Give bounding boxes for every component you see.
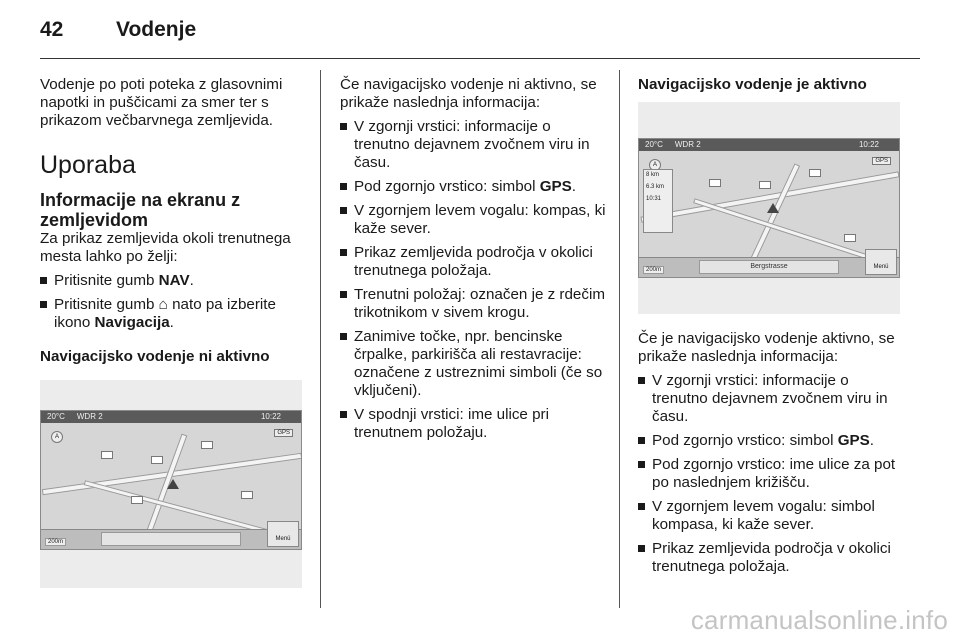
bottom-bar [639,257,899,277]
menu-button[interactable]: Menü [267,521,299,547]
column-left [40,76,306,366]
header-divider [40,58,920,59]
street-name [101,532,241,546]
menu-button[interactable]: Menü [865,249,897,275]
section-heading: Uporaba [40,151,136,179]
page-header [40,18,920,58]
poi-icon [151,456,163,464]
column-right [638,76,904,94]
home-icon: ⌂ [158,296,168,313]
bottom-bar [41,529,301,549]
map-display [638,138,900,278]
watermark: carmanualsonline.info [690,605,948,635]
intro-paragraph: Če navigacijsko vodenje ni aktivno, se prikaže naslednja informacija: [340,76,597,111]
list-item: V zgornjem levem vogalu: simbol kompasa, ki kaže sever. [638,498,904,534]
list-item: Pod zgornjo vrstico: simbol GPS. [638,432,904,450]
subsection-heading: Informacije na ekranu z zemljevidom [40,190,241,230]
list-item: Zanimive točke, npr. bencinske črpalke, parkirišča ali restavracije: označene z ustreznimi simboli (če so vključeni). [340,328,606,400]
poi-icon [131,496,143,504]
map-display [40,410,302,550]
column-middle [340,76,606,448]
map-road [693,198,885,265]
status-bar: 20°C WDR 2 10:22 [41,411,301,423]
list-item: Pod zgornjo vrstico: ime ulice za pot po naslednjem križišču. [638,456,904,492]
list-item: Trenutni položaj: označen je z rdečim trikotnikom v sivem krogu. [340,286,606,322]
poi-icon [844,234,856,242]
list-item: Pritisnite gumb NAV. [40,272,306,290]
map-screenshot-active [638,102,900,314]
poi-icon [809,169,821,177]
list-item: V zgornji vrstici: informacije o trenutno dejavnem zvočnem viru in času. [638,372,904,426]
map-scale: 200m [643,266,664,274]
bullet-list [638,372,904,576]
list-item: V zgornjem levem vogalu: kompas, ki kaže sever. [340,202,606,238]
list-item: Pritisnite gumb ⌂ nato pa izberite ikono Navigacija. [40,296,306,332]
bullet-list [40,272,306,332]
subsection-intro: Za prikaz zemljevida okoli trenutnega mesta lahko po želji: [40,230,291,265]
bullet-list [340,118,606,442]
column-divider [320,70,321,608]
status-bar: 20°C WDR 2 10:22 [639,139,899,151]
poi-icon [709,179,721,187]
intro-paragraph: Vodenje po poti poteka z glasovnimi napotki in puščicami za smer ter s prikazom večbarvnega zemljevida. [40,76,283,129]
list-item: V spodnji vrstici: ime ulice pri trenutnem položaju. [340,406,606,442]
gps-indicator: GPS [274,429,293,437]
poi-icon [759,181,771,189]
chapter-title: Vodenje [116,18,197,41]
figure-caption: Navigacijsko vodenje ni aktivno [40,348,270,365]
map-scale: 200m [45,538,66,546]
gps-indicator: GPS [872,157,891,165]
figure-caption: Navigacijsko vodenje je aktivno [638,76,867,93]
poi-icon [201,441,213,449]
list-item: Pod zgornjo vrstico: simbol GPS. [340,178,606,196]
compass-icon: A [51,431,63,443]
position-marker-icon [167,479,179,489]
intro-paragraph: Če je navigacijsko vodenje aktivno, se prikaže naslednja informacija: [638,330,895,365]
poi-icon [241,491,253,499]
list-item: V zgornji vrstici: informacije o trenutno dejavnem zvočnem viru in času. [340,118,606,172]
turn-info-panel: 8 km 6.3 km 10:31 [643,169,673,233]
column-divider [619,70,620,608]
street-name: Bergstrasse [699,260,839,274]
page-number: 42 [40,18,64,41]
compass-icon: A [649,159,661,171]
map-screenshot-inactive [40,380,302,588]
position-marker-icon [767,203,779,213]
poi-icon [101,451,113,459]
column-right-text [638,330,904,582]
list-item: Prikaz zemljevida področja v okolici trenutnega položaja. [638,540,904,576]
list-item: Prikaz zemljevida področja v okolici trenutnega položaja. [340,244,606,280]
